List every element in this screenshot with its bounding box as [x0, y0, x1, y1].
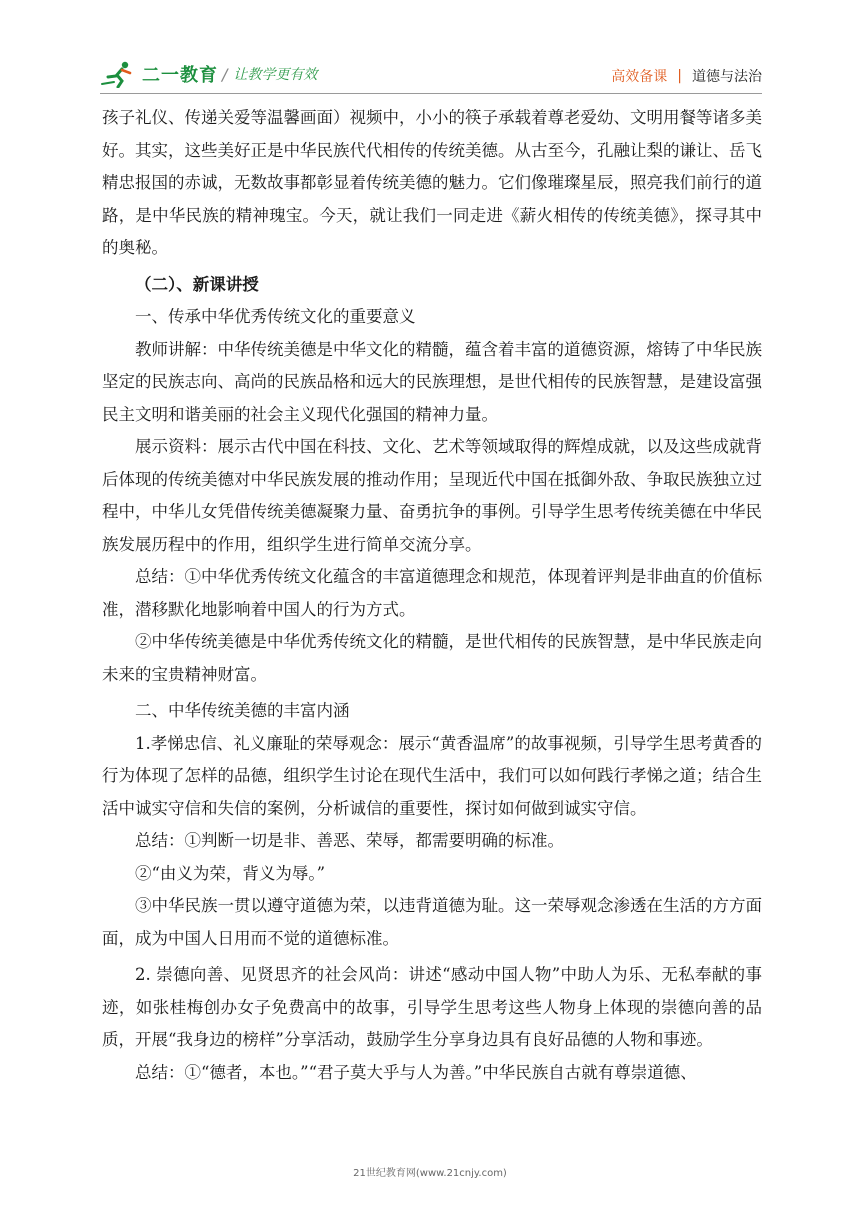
- summary-paragraph: 总结：①“德者，本也。”“君子莫大乎与人为善。”中华民族自古就有尊崇道德、: [135, 1062, 697, 1082]
- paragraph: 孩子礼仪、传递关爱等温馨画面）视频中，小小的筷子承载着尊老爱幼、文明用餐等诸多美好。其实，这些美好正是中华民族代代相传的传统美德。从古至今，孔融让梨的谦让、岳飞精忠报国的赤诚，无数故事都彰显着传统美德的魅力。它们像璀璨星辰，照亮我们前行的道路，是中华民族的精神瑰宝。今天，就让我们一同走进《薪火相传的传统美德》，探寻其中的奥秘。: [102, 108, 762, 257]
- subject-label: 道德与法治: [692, 69, 762, 85]
- summary-paragraph: ③中华民族一贯以遵守道德为荣，以违背道德为耻。这一荣辱观念渗透在生活的方方面面，成为中国人日用而不觉的道德标准。: [102, 896, 762, 948]
- running-man-logo-icon: [100, 60, 138, 88]
- course-label: 高效备课: [611, 69, 668, 85]
- paragraph: 展示资料：展示古代中国在科技、文化、艺术等领域取得的辉煌成就，以及这些成就背后体现的传统美德对中华民族发展的推动作用；呈现近代中国在抵御外敌、争取民族独立过程中，中华儿女凭借传统美德凝聚力量、奋勇抗争的事例。引导学生思考传统美德在中华民族发展历程中的作用，组织学生进行简单交流分享。: [102, 437, 762, 554]
- header-separator: |: [677, 68, 682, 84]
- summary-paragraph: ②“由义为荣，背义为辱。”: [135, 863, 326, 883]
- summary-paragraph: 总结：①判断一切是非、善恶、荣辱，都需要明确的标准。: [135, 831, 564, 850]
- page-header: [100, 54, 762, 94]
- logo-text: 二一教育: [142, 65, 218, 86]
- paragraph: 2. 崇德向善、见贤思齐的社会风尚：讲述“感动中国人物”中助人为乐、无私奉献的事迹，如张桂梅创办女子免费高中的故事，引导学生思考这些人物身上体现的崇德向善的品质，开展“我身边的榜样”分享活动，鼓励学生分享身边具有良好品德的人物和事迹。: [102, 965, 762, 1049]
- subsection-heading: 二、中华传统美德的丰富内涵: [135, 701, 350, 720]
- subsection-heading: 一、传承中华优秀传统文化的重要意义: [135, 307, 416, 326]
- brand-logo[interactable]: [100, 60, 317, 88]
- header-course-info: [611, 66, 762, 86]
- page-footer: 21世纪教育网(www.21cnjy.com): [353, 1168, 507, 1179]
- summary-paragraph: ②中华传统美德是中华优秀传统文化的精髓，是世代相传的民族智慧，是中华民族走向未来的宝贵精神财富。: [102, 632, 762, 684]
- summary-paragraph: 总结：①中华优秀传统文化蕴含的丰富道德理念和规范，体现着评判是非曲直的价值标准，潜移默化地影响着中国人的行为方式。: [102, 567, 762, 619]
- document-body: [102, 102, 762, 1089]
- logo-slogan: 让教学更有效: [233, 67, 318, 83]
- header-divider: [100, 93, 762, 94]
- paragraph: 教师讲解：中华传统美德是中华文化的精髓，蕴含着丰富的道德资源，熔铸了中华民族坚定的民族志向、高尚的民族品格和远大的民族理想，是世代相传的民族智慧，是建设富强民主文明和谐美丽的社会主义现代化强国的精神力量。: [102, 339, 762, 424]
- logo-divider: /: [222, 64, 228, 84]
- paragraph: 1.孝悌忠信、礼义廉耻的荣辱观念：展示“黄香温席”的故事视频，引导学生思考黄香的行为体现了怎样的品德，组织学生讨论在现代生活中，我们可以如何践行孝悌之道；结合生活中诚实守信和失信的案例，分析诚信的重要性，探讨如何做到诚实守信。: [102, 733, 762, 818]
- section-heading: （二）、新课讲授: [135, 274, 259, 294]
